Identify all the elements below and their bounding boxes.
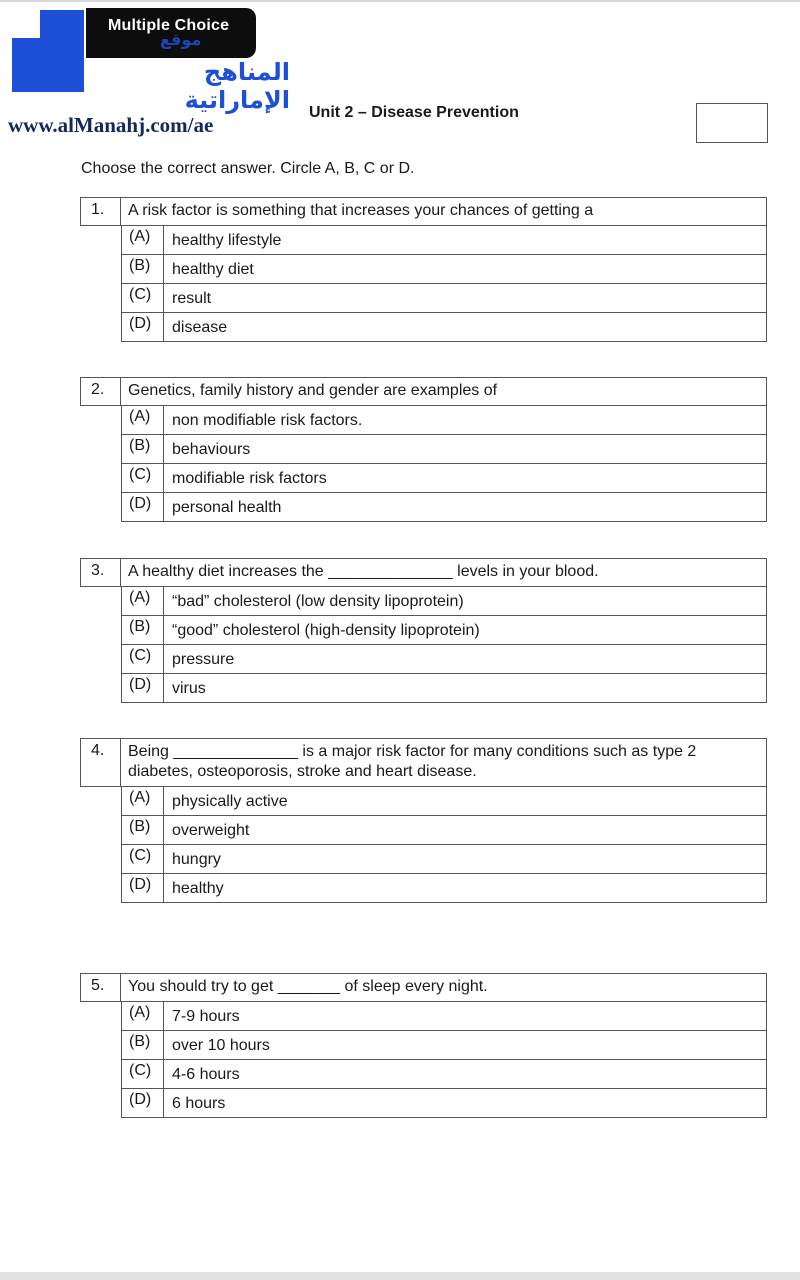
option-letter: (C) — [122, 645, 164, 673]
option-letter: (C) — [122, 284, 164, 312]
option-text: virus — [172, 680, 206, 697]
question-1 — [80, 197, 767, 342]
option-b[interactable] — [122, 816, 766, 845]
logo-block-top — [40, 10, 84, 40]
option-text: result — [172, 290, 212, 307]
option-text: healthy diet — [172, 261, 254, 278]
option-letter: (B) — [122, 435, 164, 463]
watermark-arabic-title: المناهج الإماراتية — [184, 58, 290, 114]
option-d[interactable] — [122, 493, 766, 522]
option-letter: (D) — [122, 1089, 164, 1117]
option-text: 4-6 hours — [172, 1066, 240, 1083]
option-letter: (B) — [122, 816, 164, 844]
question-number: 3. — [81, 559, 121, 586]
option-c[interactable] — [122, 1060, 766, 1089]
option-letter: (D) — [122, 493, 164, 521]
option-letter: (A) — [122, 787, 164, 815]
option-d[interactable] — [122, 674, 766, 703]
option-b[interactable] — [122, 255, 766, 284]
option-letter: (C) — [122, 464, 164, 492]
options-list — [121, 406, 767, 522]
option-letter: (A) — [122, 406, 164, 434]
option-letter: (D) — [122, 313, 164, 341]
option-a[interactable] — [122, 226, 766, 255]
question-text: A risk factor is something that increases your chances of getting a — [128, 202, 594, 219]
option-a[interactable] — [122, 787, 766, 816]
question-number: 4. — [81, 739, 121, 786]
option-a[interactable] — [122, 587, 766, 616]
option-text: hungry — [172, 851, 221, 868]
option-text: healthy — [172, 880, 224, 897]
option-text: “bad” cholesterol (low density lipoprotein) — [172, 593, 464, 610]
bottom-border — [0, 1272, 800, 1280]
question-number: 2. — [81, 378, 121, 405]
question-text: Being ______________ is a major risk factor for many conditions such as type 2 diabetes, osteoporosis, stroke and heart disease. — [128, 743, 697, 780]
option-letter: (C) — [122, 1060, 164, 1088]
question-3 — [80, 558, 767, 703]
option-d[interactable] — [122, 874, 766, 903]
option-text: non modifiable risk factors. — [172, 412, 363, 429]
option-text: healthy lifestyle — [172, 232, 282, 249]
option-c[interactable] — [122, 845, 766, 874]
option-a[interactable] — [122, 1002, 766, 1031]
option-d[interactable] — [122, 1089, 766, 1118]
option-text: modifiable risk factors — [172, 470, 327, 487]
option-letter: (B) — [122, 1031, 164, 1059]
options-list — [121, 1002, 767, 1118]
top-border — [0, 0, 800, 2]
score-box — [696, 103, 768, 143]
question-2 — [80, 377, 767, 522]
option-c[interactable] — [122, 645, 766, 674]
option-letter: (B) — [122, 616, 164, 644]
option-d[interactable] — [122, 313, 766, 342]
option-text: personal health — [172, 499, 282, 516]
option-text: over 10 hours — [172, 1037, 270, 1054]
watermark-url: www.alManahj.com/ae — [8, 113, 214, 137]
option-text: “good” cholesterol (high-density lipoprotein) — [172, 622, 480, 639]
option-b[interactable] — [122, 435, 766, 464]
question-5 — [80, 973, 767, 1118]
question-header — [80, 558, 767, 587]
option-b[interactable] — [122, 616, 766, 645]
option-letter: (D) — [122, 874, 164, 902]
instructions: Choose the correct answer. Circle A, B, C or D. — [81, 160, 415, 177]
question-4 — [80, 738, 767, 903]
question-number: 5. — [81, 974, 121, 1001]
option-a[interactable] — [122, 406, 766, 435]
option-text: behaviours — [172, 441, 251, 458]
option-text: 6 hours — [172, 1095, 226, 1112]
option-letter: (C) — [122, 845, 164, 873]
option-text: physically active — [172, 793, 288, 810]
option-text: disease — [172, 319, 228, 336]
option-text: 7-9 hours — [172, 1008, 240, 1025]
question-text: You should try to get _______ of sleep every night. — [128, 978, 488, 995]
question-number: 1. — [81, 198, 121, 225]
option-c[interactable] — [122, 284, 766, 313]
option-text: overweight — [172, 822, 250, 839]
question-header — [80, 197, 767, 226]
options-list — [121, 226, 767, 342]
question-text: A healthy diet increases the ______________ levels in your blood. — [128, 563, 599, 580]
watermark-arabic-small: موقع — [160, 30, 202, 49]
question-header — [80, 377, 767, 406]
question-text: Genetics, family history and gender are examples of — [128, 382, 498, 399]
question-header — [80, 973, 767, 1002]
option-letter: (A) — [122, 587, 164, 615]
option-letter: (B) — [122, 255, 164, 283]
option-letter: (A) — [122, 226, 164, 254]
option-letter: (D) — [122, 674, 164, 702]
badge-label: Multiple Choice — [108, 17, 230, 34]
option-b[interactable] — [122, 1031, 766, 1060]
option-letter: (A) — [122, 1002, 164, 1030]
question-header — [80, 738, 767, 787]
option-text: pressure — [172, 651, 235, 668]
option-c[interactable] — [122, 464, 766, 493]
document-title: Unit 2 – Disease Prevention — [309, 104, 519, 121]
options-list — [121, 787, 767, 903]
options-list — [121, 587, 767, 703]
logo-block — [12, 38, 84, 92]
